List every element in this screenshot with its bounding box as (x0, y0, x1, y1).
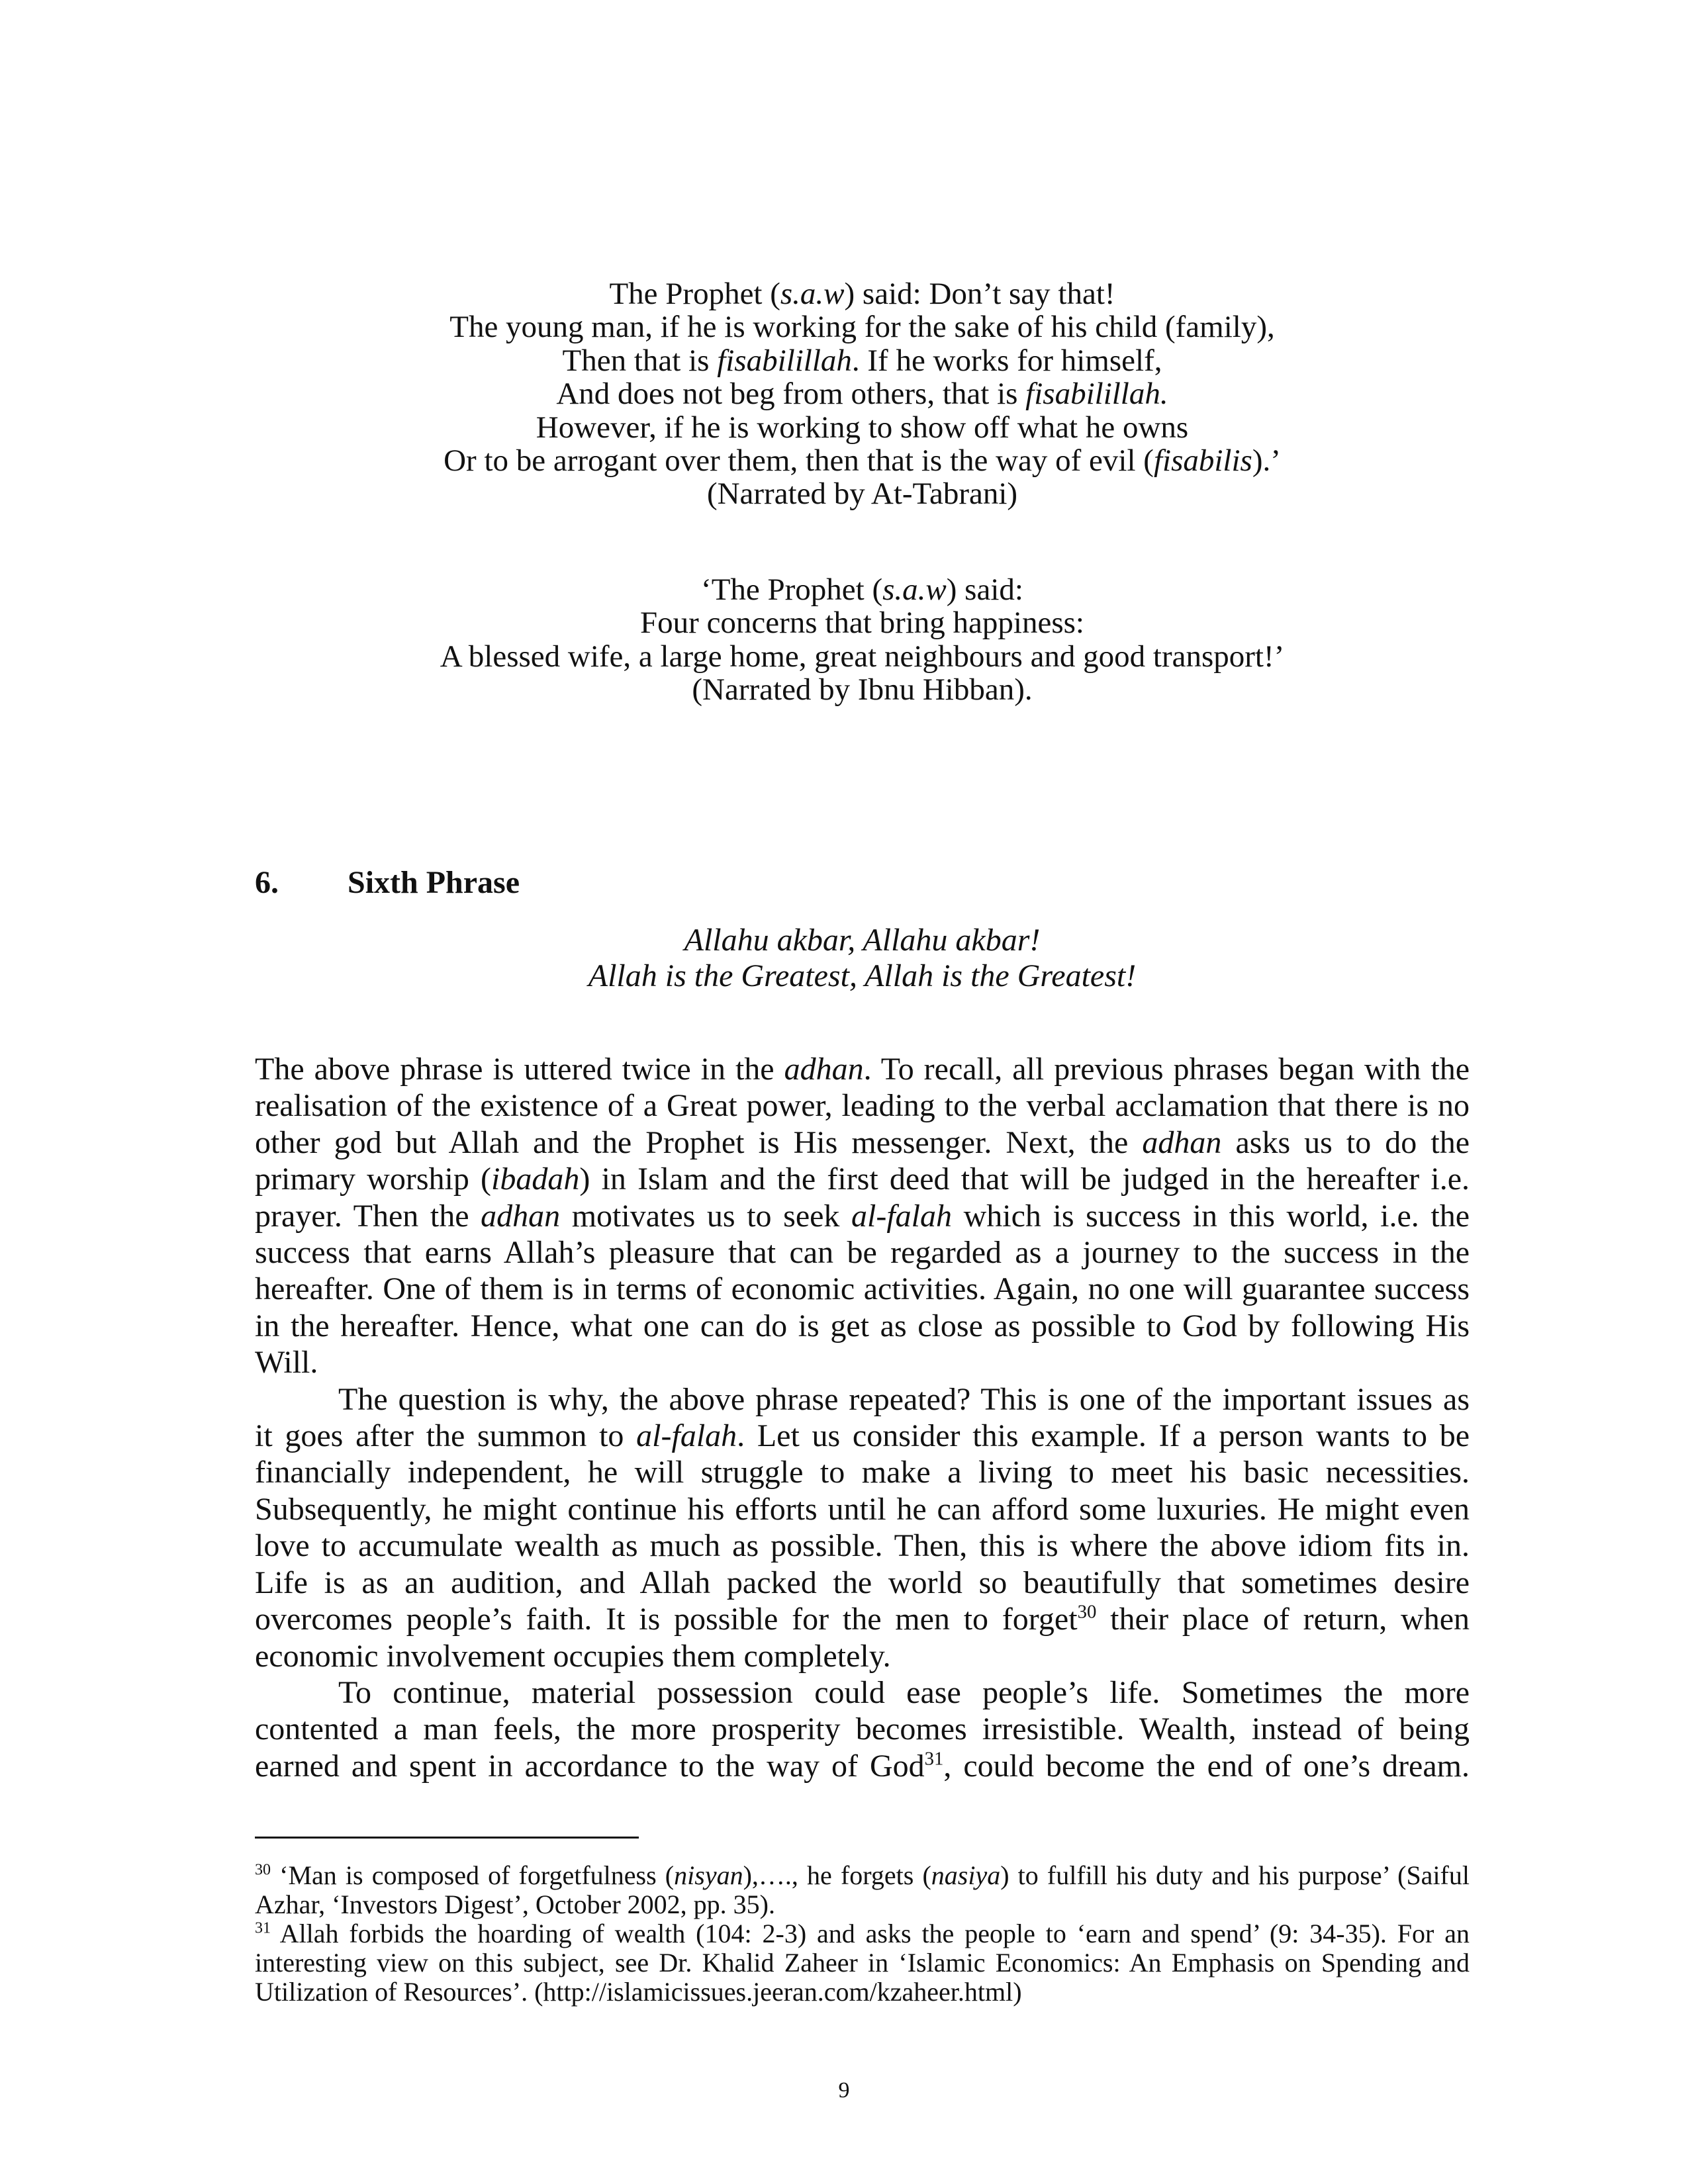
text-run: Allah forbids the hoarding of wealth (104: 2-3) and asks the people to ‘earn and spend’ (9: 34-35). For an (271, 1919, 1470, 1948)
paragraph-line (255, 1491, 1470, 1527)
text-run: love to accumulate wealth as much as possible. Then, this is where the above idiom fits in. (255, 1528, 1470, 1564)
text-run: And does not beg from others, that is (556, 377, 1026, 412)
section-number: 6. (255, 865, 279, 900)
text-run: Subsequently, he might continue his efforts until he can afford some luxuries. He might even (255, 1491, 1470, 1527)
text-run: . Let us consider this example. If a person wants to be (737, 1418, 1470, 1454)
italic-text: fisabilillah. (1025, 377, 1168, 412)
paragraph-line (255, 1198, 1470, 1234)
text-run: . To recall, all previous phrases began with the (863, 1052, 1470, 1087)
text-run: interesting view on this subject, see Dr. Khalid Zaheer in ‘Islamic Economics: An Emphasis on Spending and (255, 1948, 1470, 1978)
text-run: The Prophet ( (609, 277, 780, 311)
body-text (255, 1051, 1470, 1784)
paragraph-line (255, 1418, 1470, 1454)
text-run: ) in Islam and the first deed that will be judged in the hereafter i.e. (579, 1161, 1470, 1197)
text-run: However, if he is working to show off what he owns (536, 410, 1189, 445)
paragraph-line (255, 1344, 1470, 1381)
text-run: contented a man feels, the more prosperity becomes irresistible. Wealth, instead of being (255, 1711, 1470, 1747)
quote-line (255, 640, 1470, 673)
italic-text: s.a.w (780, 277, 845, 311)
verse-arabic-transliteration: Allahu akbar, Allahu akbar! (684, 923, 1041, 958)
text-run: ) said: (946, 572, 1023, 607)
paragraph-line (255, 1124, 1470, 1161)
quote-line (255, 477, 1470, 510)
text-run: Will. (255, 1345, 318, 1381)
text-run: in the hereafter. Hence, what one can do is get as close as possible to God by following His (255, 1308, 1470, 1343)
paragraph-line (255, 1271, 1470, 1307)
quote-line (255, 606, 1470, 639)
quote-line (255, 573, 1470, 606)
text-run: hereafter. One of them is in terms of economic activities. Again, no one will guarantee success (255, 1271, 1470, 1307)
footnote-line (255, 1861, 1470, 1890)
text-run: ‘The Prophet ( (701, 572, 883, 607)
text-run: . If he works for himself, (851, 343, 1162, 378)
text-run: ) said: Don’t say that! (844, 277, 1115, 311)
text-run: The above phrase is uttered twice in the (255, 1052, 784, 1087)
text-run: ‘Man is composed of forgetfulness ( (271, 1860, 675, 1890)
paragraph-line (255, 1308, 1470, 1344)
text-run: (Narrated by Ibnu Hibban). (692, 672, 1033, 707)
text-run: which is success in this world, i.e. the (952, 1198, 1470, 1234)
paragraph-line (255, 1087, 1470, 1124)
paragraph-line (255, 1161, 1470, 1197)
quote-line (255, 444, 1470, 477)
page-number: 9 (838, 2078, 850, 2103)
quote-line (255, 277, 1470, 310)
text-run: (Narrated by At-Tabrani) (706, 477, 1018, 512)
italic-text: fisabilis (1153, 443, 1252, 478)
quote-line (255, 411, 1470, 444)
footnote-line (255, 1890, 1470, 1919)
italic-text: al-falah (851, 1198, 953, 1234)
text-run: motivates us to seek (560, 1198, 852, 1234)
quote-line (255, 344, 1470, 377)
paragraph-line (255, 1601, 1470, 1637)
text-run: Or to be arrogant over them, then that is the way of evil ( (444, 443, 1154, 478)
footnotes (255, 1861, 1470, 2007)
italic-text: adhan (1142, 1124, 1222, 1160)
text-run: Utilization of Resources’. (http://islamicissues.jeeran.com/kzaheer.html) (255, 1977, 1022, 2007)
text-run: ),…., he forgets ( (743, 1860, 931, 1890)
text-run: their place of return, when (1096, 1602, 1470, 1637)
text-run: success that earns Allah’s pleasure that can be regarded as a journey to the success in the (255, 1235, 1470, 1271)
italic-text: fisabilillah (717, 343, 852, 378)
italic-text: nasiya (931, 1860, 1001, 1890)
paragraph-line (255, 1234, 1470, 1271)
text-run: economic involvement occupies them completely. (255, 1638, 891, 1674)
paragraph-line (255, 1565, 1470, 1601)
paragraph-line (255, 1748, 1470, 1784)
text-run: primary worship ( (255, 1161, 492, 1197)
paragraph-line (255, 1051, 1470, 1087)
paragraph-line (255, 1638, 1470, 1674)
text-run: The question is why, the above phrase repeated? This is one of the important issues as (338, 1381, 1470, 1417)
text-run: overcomes people’s faith. It is possible for the men to forget (255, 1602, 1078, 1637)
paragraph-line (255, 1674, 1470, 1711)
hadith-quote-2 (255, 573, 1470, 707)
text-run: ) to fulfill his duty and his purpose’ (Saiful (1000, 1860, 1470, 1890)
quote-line (255, 310, 1470, 343)
italic-text: adhan (481, 1198, 561, 1234)
footnote-divider (255, 1837, 639, 1839)
text-run: realisation of the existence of a Great power, leading to the verbal acclamation that there is no (255, 1088, 1470, 1124)
italic-text: adhan (784, 1052, 864, 1087)
section-title: Sixth Phrase (348, 865, 520, 900)
verse-translation: Allah is the Greatest, Allah is the Greatest! (588, 958, 1137, 993)
footnote-ref: 31 (255, 1919, 271, 1937)
quote-line (255, 673, 1470, 706)
paragraph-line (255, 1381, 1470, 1418)
footnote-line (255, 1919, 1470, 1948)
text-run: The young man, if he is working for the sake of his child (family), (449, 310, 1275, 345)
hadith-quote-1 (255, 277, 1470, 511)
verse (255, 923, 1470, 994)
text-run: other god but Allah and the Prophet is His messenger. Next, the (255, 1124, 1143, 1160)
italic-text: s.a.w (882, 572, 947, 607)
text-run: To continue, material possession could ease people’s life. Sometimes the more (338, 1674, 1470, 1710)
footnote-ref: 31 (924, 1748, 944, 1770)
footnote-ref: 30 (1077, 1601, 1097, 1623)
text-run: earned and spent in accordance to the way of God (255, 1748, 925, 1784)
text-run: A blessed wife, a large home, great neighbours and good transport!’ (440, 639, 1285, 674)
text-run: Azhar, ‘Investors Digest’, October 2002, pp. 35). (255, 1889, 775, 1919)
paragraph-line (255, 1711, 1470, 1747)
quote-line (255, 377, 1470, 410)
text-run: , could become the end of one’s dream. (943, 1748, 1470, 1784)
text-run: Life is as an audition, and Allah packed the world so beautifully that sometimes desire (255, 1565, 1470, 1600)
text-run: prayer. Then the (255, 1198, 481, 1234)
italic-text: al-falah (636, 1418, 737, 1454)
paragraph-line (255, 1454, 1470, 1490)
footnote-ref: 30 (255, 1861, 271, 1879)
italic-text: nisyan (674, 1860, 743, 1890)
text-run: financially independent, he will struggle to make a living to meet his basic necessities. (255, 1455, 1470, 1490)
italic-text: ibadah (491, 1161, 580, 1197)
footnote-line (255, 1978, 1470, 2007)
text-run: Four concerns that bring happiness: (640, 606, 1084, 641)
text-run: asks us to do the (1221, 1124, 1470, 1160)
text-run: Then that is (562, 343, 718, 378)
text-run: it goes after the summon to (255, 1418, 637, 1454)
paragraph-line (255, 1527, 1470, 1564)
footnote-line (255, 1948, 1470, 1978)
text-run: ).’ (1252, 443, 1281, 478)
